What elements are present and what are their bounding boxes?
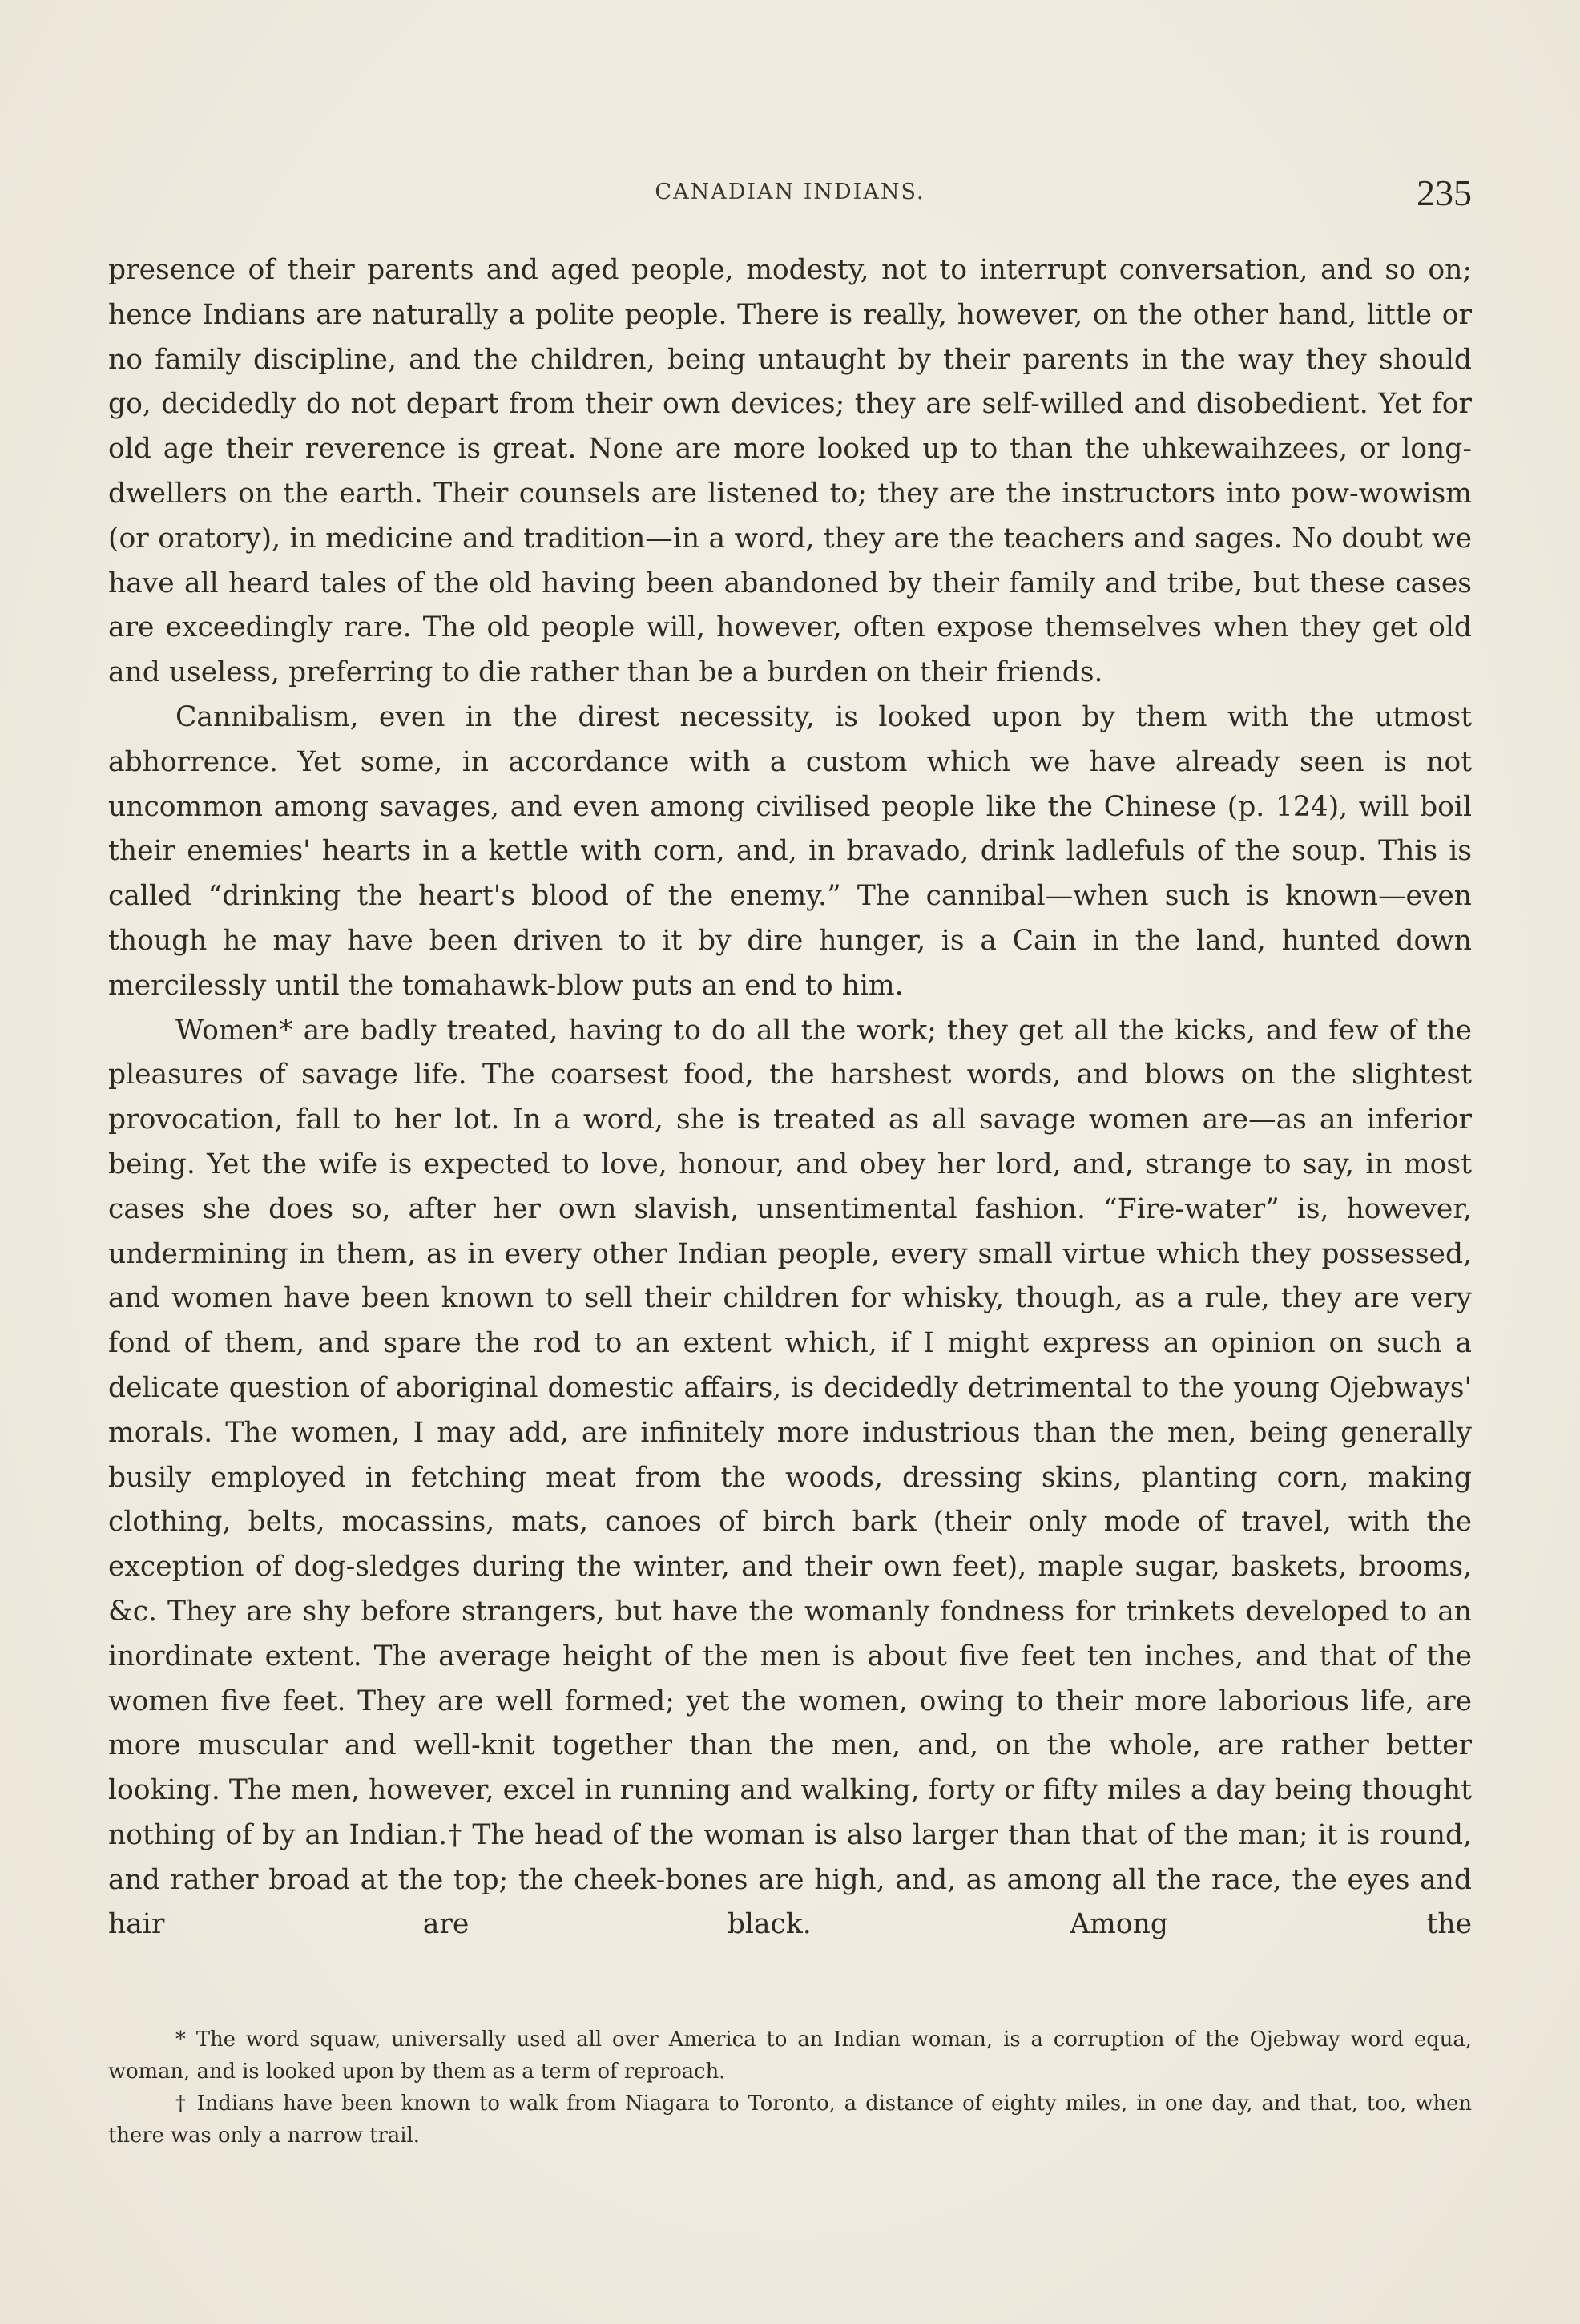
- paragraph-cannibalism: Cannibalism, even in the direst necessity, is looked upon by them with the utmost abhorrence. Yet some, in accordance with a custom which we have already seen is not uncommon among savages, and even among civilised people like the Chinese (p. 124), will boil their enemies' hearts in a kettle with corn, and, in bravado, drink ladlefuls of the soup. This is called “drinking the heart's blood of the enemy.” The cannibal—when such is known—even though he may have been driven to it by dire hunger, is a Cain in the land, hunted down mercilessly until the tomahawk-blow puts an end to him.: [108, 700, 1472, 1002]
- body-text: [108, 248, 1472, 1947]
- footnote-walking: † Indians have been known to walk from Niagara to Toronto, a distance of eighty miles, in one day, and that, too, when there was only a narrow trail.: [108, 2092, 1472, 2148]
- footnotes: [108, 2023, 1472, 2152]
- paragraph-women: Women* are badly treated, having to do all the work; they get all the kicks, and few of the pleasures of savage life. The coarsest food, the harshest words, and blows on the slightest provocation, fall to her lot. In a word, she is treated as all savage women are—as an inferior being. Yet the wife is expected to love, honour, and obey her lord, and, strange to say, in most cases she does so, after her own slavish, unsentimental fashion. “Fire-water” is, however, undermining in them, as in every other Indian people, every small virtue which they possessed, and women have been known to sell their children for whisky, though, as a rule, they are very fond of them, and spare the rod to an extent which, if I might express an opinion on such a delicate question of aboriginal domestic affairs, is decidedly detrimental to the young Ojebways' morals. The women, I may add, are infinitely more industrious than the men, being generally busily employed in fetching meat from the woods, dressing skins, planting corn, making clothing, belts, mocassins, mats, canoes of birch bark (their only mode of travel, with the exception of dog-sledges during the winter, and their own feet), maple sugar, baskets, brooms, &c. They are shy before strangers, but have the womanly fondness for trinkets developed to an inordinate extent. The average height of the men is about five feet ten inches, and that of the women five feet. They are well formed; yet the women, owing to their more laborious life, are more muscular and well-knit together than the men, and, on the whole, are rather better looking. The men, however, excel in running and walking, forty or fifty miles a day being thought nothing of by an Indian.† The head of the woman is also larger than that of the man; it is round, and rather broad at the top; the cheek-bones are high, and, as among all the race, the eyes and hair are black. Among the: [108, 1014, 1472, 1941]
- page-number: 235: [1417, 172, 1472, 213]
- paragraph-family-and-elders: presence of their parents and aged people, modesty, not to interrupt conversation, and so on; hence Indians are naturally a polite people. There is really, however, on the other hand, little or no family discipline, and the children, being untaught by their parents in the way they should go, decidedly do not depart from their own devices; they are self-willed and disobedient. Yet for old age their reverence is great. None are more looked up to than the uhkewaihzees, or long-dwellers on the earth. Their counsels are listened to; they are the instructors into pow-wowism (or oratory), in medicine and tradition—in a word, they are the teachers and sages. No doubt we have all heard tales of the old having been abandoned by their family and tribe, but these cases are exceedingly rare. The old people will, however, often expose themselves when they get old and useless, preferring to die rather than be a burden on their friends.: [108, 254, 1472, 689]
- footnote-squaw: * The word squaw, universally used all over America to an Indian woman, is a corruption of the Ojebway word equa, woman, and is looked upon by them as a term of reproach.: [108, 2027, 1472, 2084]
- page-header: [108, 171, 1472, 220]
- running-head: CANADIAN INDIANS.: [655, 180, 925, 204]
